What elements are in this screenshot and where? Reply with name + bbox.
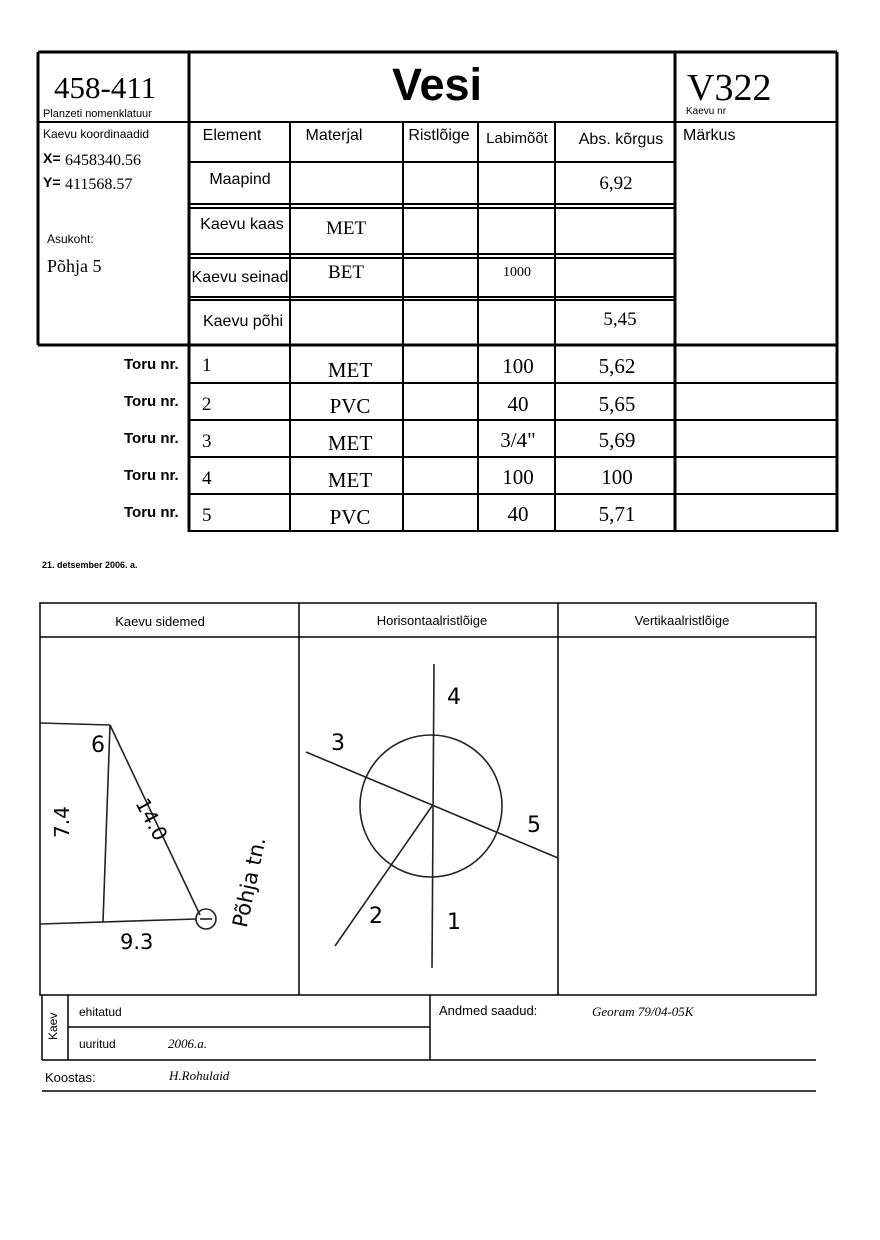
pipe-label-4: 4 <box>447 685 461 710</box>
row-elevation: 6,92 <box>599 173 633 194</box>
pipe-label: Toru nr. <box>124 504 179 521</box>
panel-title-links: Kaevu sidemed <box>115 614 205 629</box>
panel-title-vertical: Vertikaalristlõige <box>634 613 730 628</box>
row-material: BET <box>328 262 364 283</box>
pipe-material: PVC <box>329 394 371 418</box>
row-element-label: Maapind <box>209 171 271 188</box>
col-header-element: Element <box>202 127 262 144</box>
pipe-elevation: 5,62 <box>598 354 636 378</box>
row-element-label: Kaevu seinad <box>191 269 289 286</box>
pipe-label-2: 2 <box>369 904 383 929</box>
pipe-diameter: 3/4" <box>500 428 536 452</box>
surveyed-value: 2006.a. <box>168 1036 207 1051</box>
panel-title-horizontal: Horisontaalristlõige <box>376 613 488 628</box>
col-header-section: Ristlõige <box>408 127 470 144</box>
pipe-label: Toru nr. <box>124 430 179 447</box>
pipe-label-5: 5 <box>527 813 541 838</box>
y-value: 411568.57 <box>65 176 133 193</box>
pipe-diameter: 40 <box>507 502 529 526</box>
page-title: Vesi <box>391 59 483 110</box>
x-value: 6458340.56 <box>65 152 141 169</box>
pipe-number: 5 <box>202 505 212 526</box>
row-element-label: Kaevu põhi <box>202 313 284 330</box>
pipe-material: MET <box>327 431 373 455</box>
built-label: ehitatud <box>79 1005 122 1019</box>
pipe-elevation: 5,71 <box>598 502 636 526</box>
pipe-elevation: 5,69 <box>598 428 636 452</box>
y-label: Y= <box>43 174 61 190</box>
nomenclature-value: 458-411 <box>54 70 157 105</box>
pipe-label: Toru nr. <box>124 393 179 410</box>
x-label: X= <box>43 150 61 166</box>
location-label: Asukoht: <box>47 232 94 246</box>
pipe-material: MET <box>327 358 373 382</box>
pipe-diameter: 100 <box>502 354 534 378</box>
pipe-label-3: 3 <box>331 731 345 756</box>
pipe-elevation: 100 <box>601 465 633 489</box>
row-elevation: 5,45 <box>603 309 637 330</box>
pipe-material: MET <box>327 468 373 492</box>
sketch-label-side-bottom: 9.3 <box>120 930 154 954</box>
pipe-number: 3 <box>202 431 212 452</box>
pipe-label: Toru nr. <box>124 467 179 484</box>
sketch-label-street: Põhja tn. <box>228 834 271 930</box>
sketch-label-side-left: 7.4 <box>50 806 74 838</box>
author-label: Koostas: <box>45 1070 96 1085</box>
data-source-value: Georam 79/04-05K <box>592 1004 694 1019</box>
surveyed-label: uuritud <box>79 1037 116 1051</box>
pipe-number: 1 <box>202 355 212 376</box>
document-date: 21. detsember 2006. a. <box>42 560 138 570</box>
pipe-material: PVC <box>329 505 371 529</box>
pipe-number: 4 <box>202 468 212 489</box>
pipe-diameter: 100 <box>502 465 534 489</box>
nomenclature-label: Planzeti nomenklatuur <box>43 108 152 120</box>
col-header-remarks: Märkus <box>683 127 736 144</box>
author-value: H.Rohulaid <box>169 1068 230 1083</box>
location-value: Põhja 5 <box>47 256 102 276</box>
col-header-material: Materjal <box>305 127 363 144</box>
pipe-diameter: 40 <box>507 392 529 416</box>
sketch-label-side-top: 6 <box>91 733 105 758</box>
row-material: MET <box>325 218 367 239</box>
pipe-elevation: 5,65 <box>598 392 636 416</box>
coordinates-label: Kaevu koordinaadid <box>43 127 150 141</box>
horizontal-section-sketch <box>306 664 558 968</box>
col-header-elevation: Abs. kõrgus <box>578 131 664 148</box>
well-number-value: V322 <box>687 67 772 109</box>
col-header-diameter: Labimõõt <box>486 130 548 147</box>
well-number-label: Kaevu nr <box>686 106 727 117</box>
row-element-label: Kaevu kaas <box>200 216 284 233</box>
sketch-label-side-diag: 14.0 <box>130 794 173 845</box>
pipe-label: Toru nr. <box>124 356 179 373</box>
row-diameter: 1000 <box>503 265 531 280</box>
pipe-label-1: 1 <box>447 910 461 935</box>
pipe-number: 2 <box>202 394 212 415</box>
data-source-label: Andmed saadud: <box>439 1003 538 1018</box>
kaev-label: Kaev <box>46 1012 60 1040</box>
